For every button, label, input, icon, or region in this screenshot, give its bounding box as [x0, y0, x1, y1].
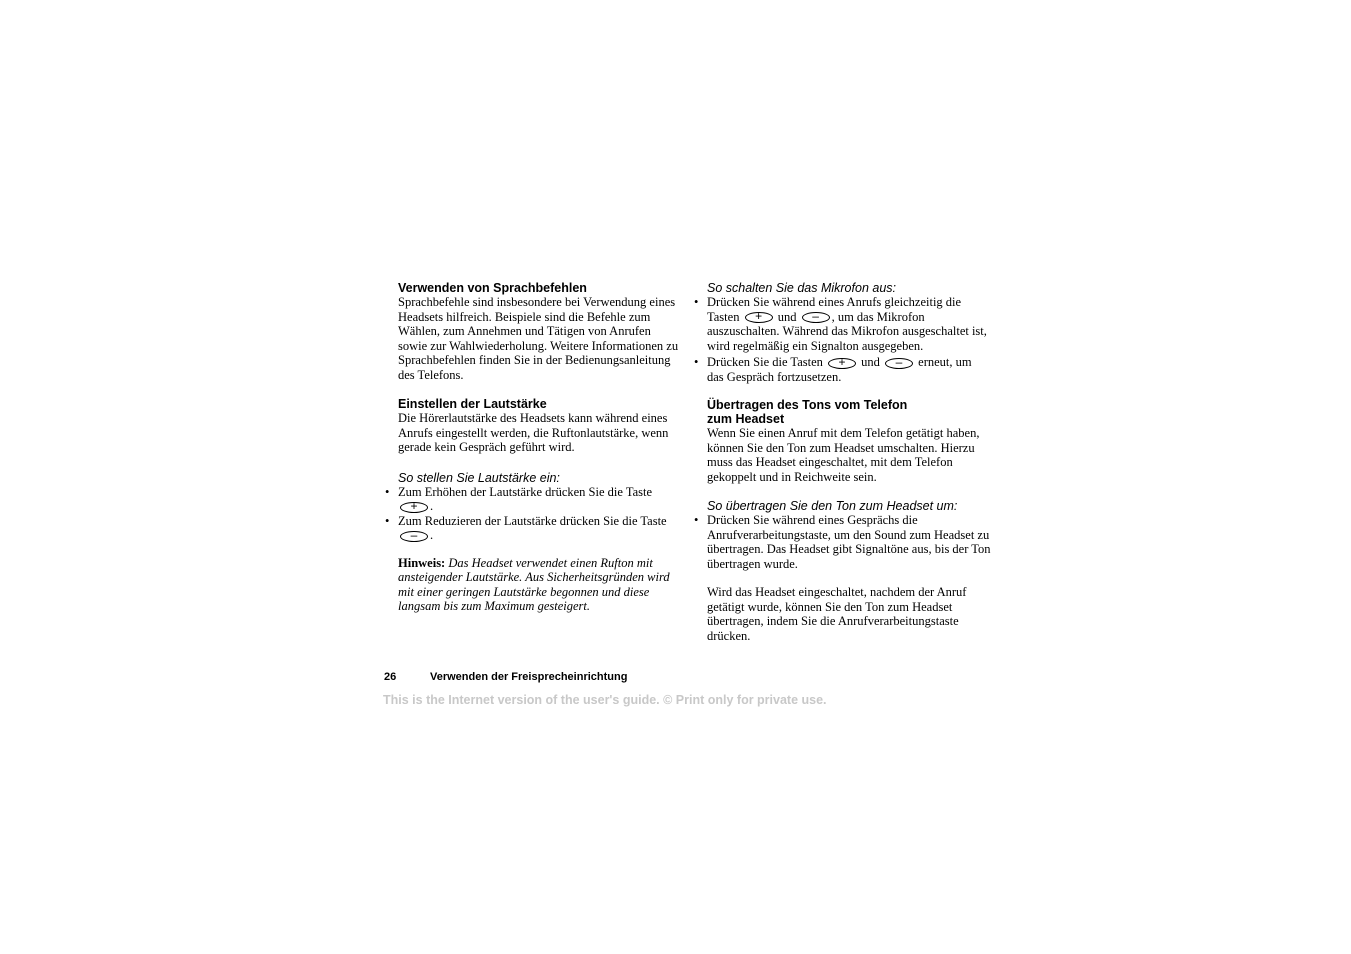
volume-up-key-icon: + — [828, 358, 856, 369]
list-item: • Zum Erhöhen der Lautstärke drücken Sie die Taste + . — [398, 485, 680, 514]
page-footer — [384, 671, 627, 683]
volume-up-key-icon: + — [745, 312, 773, 323]
volume-up-key-icon: + — [400, 502, 428, 513]
list-item: • Drücken Sie während eines Anrufs gleichzeitig die Tasten + und – , um das Mikrofon auszuschalten. Während das Mikrofon ausgeschaltet ist, wird regelmäßig ein Signalton ausgegeben. — [707, 295, 991, 353]
note-text: Das Headset verwendet einen Rufton mit ansteigender Lautstärke. Aus Sicherheitsgründen wird mit einer geringen Lautstärke begonnen und diese langsam bis zum Maximum gesteigert. — [398, 555, 670, 613]
volume-down-key-icon: – — [885, 358, 913, 369]
volume-down-key-icon: – — [802, 312, 830, 323]
list-item: • Drücken Sie die Tasten + und – erneut, um das Gespräch fortzusetzen. — [707, 355, 991, 384]
procedure-title-mute: So schalten Sie das Mikrofon aus: — [707, 281, 896, 295]
transfer-text: Wenn Sie einen Anruf mit dem Telefon getätigt haben, können Sie den Ton zum Headset umschalten. Hierzu muss das Headset eingeschaltet, mit dem Telefon gekoppelt und in Reichweite sein. — [707, 426, 980, 484]
transfer-note-text: Wird das Headset eingeschaltet, nachdem der Anruf getätigt wurde, können Sie den Ton zum Headset übertragen, indem Sie die Anrufverarbeitungstaste drücken. — [707, 585, 967, 643]
note — [398, 556, 680, 614]
heading-transfer: Übertragen des Tons vom Telefon zum Headset — [707, 398, 908, 426]
volume-down-key-icon: – — [400, 531, 428, 542]
heading-volume: Einstellen der Lautstärke — [398, 397, 547, 411]
watermark: This is the Internet version of the user's guide. © Print only for private use. — [383, 693, 827, 707]
volume-text: Die Hörerlautstärke des Headsets kann während eines Anrufs eingestellt werden, die Ruftonlautstärke, wenn gerade kein Gespräch geführt wird. — [398, 411, 669, 454]
transfer-steps — [707, 513, 991, 571]
voice-commands-text: Sprachbefehle sind insbesondere bei Verwendung eines Headsets hilfreich. Beispiele sind die Befehle zum Wählen, zum Annehmen und Tätigen von Anrufen sowie zur Wahlwiederholung. Weitere Informationen zu Sprachbefehlen finden Sie in der Bedienungsanleitung des Telefons. — [398, 295, 679, 382]
note-label: Hinweis: — [398, 555, 446, 570]
footer-section-title: Verwenden der Freisprecheinrichtung — [430, 671, 628, 683]
list-item: • Drücken Sie während eines Gesprächs die Anrufverarbeitungstaste, um den Sound zum Headset zu übertragen. Das Headset gibt Signaltöne aus, bis der Ton übertragen wurde. — [707, 513, 991, 571]
procedure-title-transfer: So übertragen Sie den Ton zum Headset um: — [707, 499, 958, 513]
volume-steps — [398, 485, 680, 543]
procedure-title-volume: So stellen Sie Lautstärke ein: — [398, 470, 560, 485]
mute-steps — [707, 295, 991, 384]
left-column — [398, 280, 680, 614]
page-number: 26 — [384, 671, 397, 683]
list-item: • Zum Reduzieren der Lautstärke drücken Sie die Taste – . — [398, 514, 680, 543]
right-column — [707, 280, 991, 643]
heading-voice-commands: Verwenden von Sprachbefehlen — [398, 281, 587, 295]
